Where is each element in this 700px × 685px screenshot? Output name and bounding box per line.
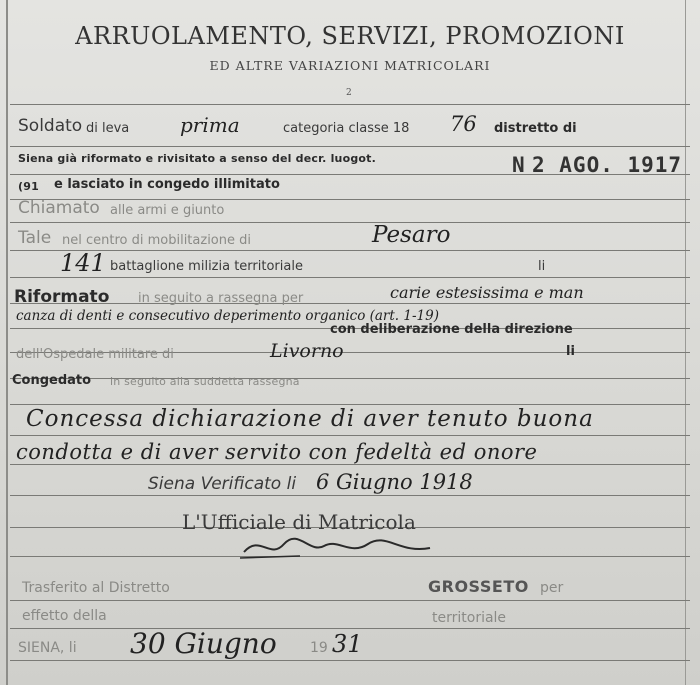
page-number: 2 (346, 88, 352, 98)
date-stamp-mark: N (512, 153, 526, 177)
siena-bottom-text: SIENA, li (18, 640, 77, 656)
grosseto-stamp: GROSSETO (428, 577, 529, 596)
rule-line (10, 600, 690, 601)
soldato-text: di leva (86, 121, 130, 136)
riformato-label: Riformato (14, 287, 110, 307)
rule-line (10, 404, 690, 405)
rule-line (10, 495, 690, 496)
soldato-label: Soldato (18, 116, 83, 136)
distretto-text: distretto di (494, 121, 577, 136)
rule-line (10, 464, 690, 465)
verificato-text: Siena Verificato li (148, 474, 297, 494)
rule-line (10, 250, 690, 251)
categoria-text: categoria classe 18 (283, 121, 410, 136)
rule-line (10, 222, 690, 223)
riformato-text: in seguito a rassegna per (138, 291, 304, 306)
categoria-handwritten: prima (180, 113, 240, 137)
bottom-handwritten-year: 31 (332, 630, 363, 658)
classe-handwritten: 76 (450, 112, 477, 136)
ufficiale-text: L'Ufficiale di Matricola (182, 510, 416, 534)
chiamato-text: alle armi e giunto (110, 203, 225, 218)
rule-line (10, 199, 690, 200)
page-edge-right (685, 0, 686, 685)
tale-handwritten-city: Pesaro (372, 222, 451, 248)
signature-mark (240, 532, 440, 562)
rule-line (10, 146, 690, 147)
ospedale-text: dell'Ospedale militare di (16, 347, 174, 362)
riformato-handwritten-cont: canza di denti e consecutivo deperimento organico (art. 1-19) (16, 308, 439, 324)
rule-line (10, 104, 690, 105)
tale-label: Tale (18, 228, 52, 248)
year-prefix: 19 (310, 640, 328, 656)
date-stamp: 2 AGO. 1917 (532, 153, 683, 177)
decree-number: (91 (18, 180, 39, 193)
rule-line (10, 277, 690, 278)
ospedale-handwritten-city: Livorno (270, 340, 344, 362)
chiamato-label: Chiamato (18, 198, 100, 218)
battaglione-handwritten-number: 141 (60, 249, 106, 277)
declaration-handwritten-line1: Concessa dichiarazione di aver tenuto buona (26, 406, 594, 432)
congedato-text: in seguito alla suddetta rassegna (110, 375, 300, 388)
siena-decree-text: Siena già riformato e rivisitato a senso del decr. luogot. (18, 152, 377, 165)
bottom-handwritten-date: 30 Giugno (130, 627, 277, 660)
congedo-text: e lasciato in congedo illimitato (54, 177, 280, 192)
document-title: ARRUOLAMENTO, SERVIZI, PROMOZIONI (75, 22, 625, 50)
battaglione-text: battaglione milizia territoriale (110, 259, 303, 274)
rule-line (10, 628, 690, 629)
rule-line (10, 660, 690, 661)
battaglione-tail: li (538, 259, 546, 274)
ospedale-tail: li (566, 344, 575, 359)
page-edge-left (6, 0, 8, 685)
declaration-handwritten-line2: condotta e di aver servito con fedeltà ed onore (16, 440, 538, 464)
direzione-text: con deliberazione della direzione (330, 322, 573, 337)
riformato-handwritten: carie estesissima e man (390, 283, 584, 302)
congedato-label: Congedato (12, 373, 92, 388)
territoriale-text: territoriale (432, 610, 507, 626)
effetto-text: effetto della (22, 608, 107, 624)
tale-text: nel centro di mobilitazione di (62, 233, 251, 248)
document-subtitle: ED ALTRE VARIAZIONI MATRICOLARI (209, 58, 491, 73)
rule-line (10, 435, 690, 436)
rule-line (10, 303, 690, 304)
per-text: per (540, 580, 564, 596)
verificato-handwritten-date: 6 Giugno 1918 (316, 470, 473, 494)
trasferito-text: Trasferito al Distretto (22, 580, 170, 596)
